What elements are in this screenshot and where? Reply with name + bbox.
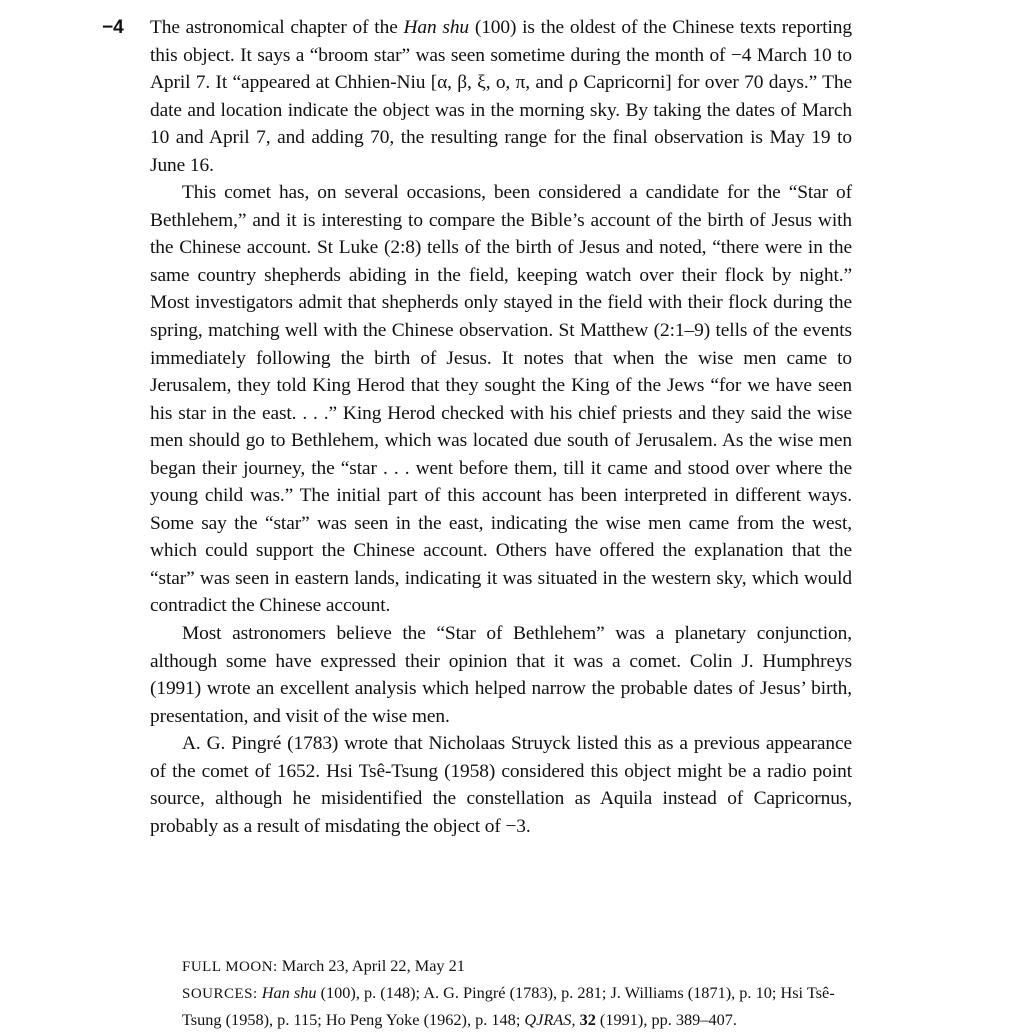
entry-metadata xyxy=(182,953,857,1033)
paragraph-han-shu xyxy=(150,14,852,179)
source-book-title: Han shu xyxy=(261,983,317,1002)
paragraph-text: The astronomical chapter of the xyxy=(150,17,404,38)
full-moon-line xyxy=(182,953,857,980)
sources-label: SOURCES: xyxy=(182,986,258,1002)
source-list: (100), p. (148); A. G. Pingré (1783), p. 281; J. Williams (1871), p. 10; Hsi Tsê-Tsung (1958), p. 115; Ho Peng Yoke (1962), p. 148; xyxy=(182,983,835,1029)
sources-line: SOURCES: Han shu (100), p. (148); A. G. Pingré (1783), p. 281; J. Williams (1871), p. 10; Hsi Tsê-Tsung (1958), p. 115; Ho Peng Yoke (1962), p. 148; QJRAS, 32 (1991), pp. 389–407. xyxy=(182,983,835,1029)
paragraph-star-of-bethlehem: This comet has, on several occasions, been considered a candidate for the “Star of Bethlehem,” and it is interesting to compare the Bible’s account of the birth of Jesus with the Chinese account. St Luke (2:8) tells of the birth of Jesus and noted, “there were in the same country shepherds abiding in the field, keeping watch over their flock by night.” Most investigators admit that shepherds only stayed in the field with their flock during the spring, matching well with the Chinese observation. St Matthew (2:1–9) tells of the events immediately following the birth of Jesus. It notes that when the wise men came to Jerusalem, they told King Herod that they sought the King of the Jews “for we have seen his star in the east. . . .” King Herod checked with his chief priests and they said the wise men should go to Bethlehem, which was located due south of Jerusalem. As the wise men began their journey, the “star . . . went before them, till it came and stood over where the young child was.” The initial part of this account has been interpreted in different ways. Some say the “star” was seen in the east, indicating the wise men came from the west, which could support the Chinese account. Others have offered the explanation that the “star” was seen in eastern lands, indicating it was situated in the western sky, which would contradict the Chinese account. xyxy=(150,182,852,617)
book-title: Han shu xyxy=(403,17,470,38)
journal-volume: 32 xyxy=(579,1010,596,1029)
paragraph-text: (100) is the oldest of the Chinese texts reporting this object. It says a “broom star” was seen sometime during the month of −4 March 10 to April 7. It “appeared at Chhien-Niu [α, β, ξ, ο, π, and ρ Capricorni] for over 70 days.” The date and location indicate the object was in the morning sky. By taking the dates of March 10 and April 7, and adding 70, the resulting range for the final observation is May 19 to June 16. xyxy=(150,17,852,176)
year-label: −4 xyxy=(102,17,124,38)
entry-body xyxy=(150,14,852,840)
paragraph-planetary-conjunction: Most astronomers believe the “Star of Bethlehem” was a planetary conjunction, although some have expressed their opinion that it was a comet. Colin J. Humphreys (1991) wrote an excellent analysis which helped narrow the probable dates of Jesus’ birth, presentation, and visit of the wise men. xyxy=(150,623,852,727)
paragraph-pingre: A. G. Pingré (1783) wrote that Nicholaas Struyck listed this as a previous appearance of the comet of 1652. Hsi Tsê-Tsung (1958) considered this object might be a radio point source, although he misidentified the constellation as Aquila instead of Capricornus, probably as a result of misdating the object of −3. xyxy=(150,733,852,837)
journal-pages: (1991), pp. 389–407. xyxy=(595,1010,737,1029)
full-moon-label: FULL MOON: xyxy=(182,959,278,975)
full-moon-dates: March 23, April 22, May 21 xyxy=(277,956,465,975)
journal-title: QJRAS xyxy=(524,1010,572,1029)
